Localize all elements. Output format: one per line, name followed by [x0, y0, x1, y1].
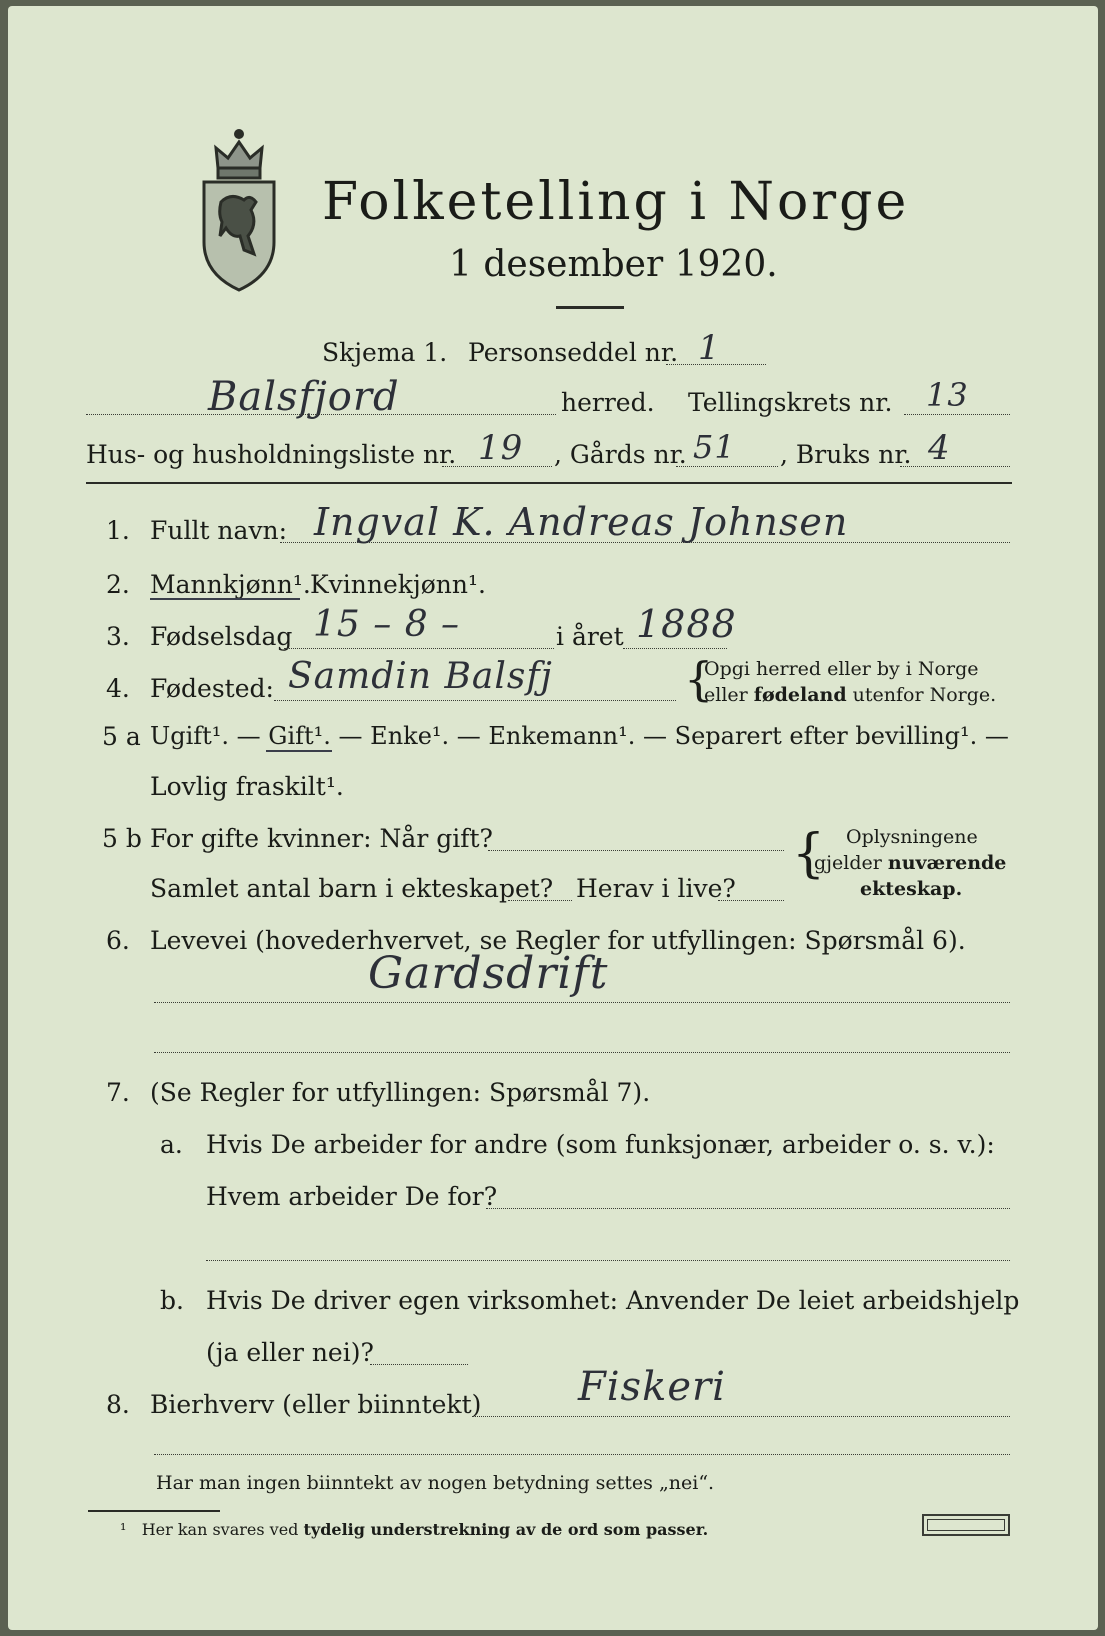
q5a-line-2[interactable]: Lovlig fraskilt¹.	[150, 772, 344, 801]
q5b-label-3: Herav i live?	[576, 874, 736, 903]
q2-female[interactable]: Kvinnekjønn¹.	[310, 570, 486, 599]
q2-male[interactable]: Mannkjønn¹.	[150, 570, 311, 599]
q5a-line-1[interactable]: Ugift¹. — Gift¹. — Enke¹. — Enkemann¹. — Separert efter bevilling¹. —	[150, 722, 1009, 750]
q7a-letter: a.	[160, 1130, 183, 1159]
q7a-line-2: Hvem arbeider De for?	[206, 1182, 498, 1211]
footnote: ¹ Her kan svares ved tydelig understrekning av de ord som passer.	[120, 1520, 709, 1539]
q4-number: 4.	[106, 674, 130, 703]
herred-label: herred.	[561, 388, 655, 417]
personseddel-label: Personseddel nr.	[468, 338, 679, 367]
q5b-note-2: gjelder nuværende	[814, 852, 1007, 874]
q7b-answer-line[interactable]	[370, 1364, 468, 1365]
gards-value[interactable]: 51	[693, 428, 736, 466]
q5b-brace: {	[792, 824, 826, 884]
q3-year-value[interactable]: 1888	[636, 602, 737, 646]
footnote-divider	[88, 1510, 220, 1512]
q4-note-1: Opgi herred eller by i Norge	[704, 658, 979, 680]
section-divider	[86, 482, 1012, 484]
q7b-line-1: Hvis De driver egen virksomhet: Anvender De leiet arbeidshjelp	[206, 1286, 1020, 1315]
q7b-letter: b.	[160, 1286, 184, 1315]
q6-value[interactable]: Gardsdrift	[368, 948, 609, 999]
bruks-value[interactable]: 4	[928, 428, 951, 468]
norway-coat-of-arms-icon	[196, 124, 282, 292]
gards-label: , Gårds nr.	[554, 440, 687, 469]
q3-number: 3.	[106, 622, 130, 651]
q2-number: 2.	[106, 570, 130, 599]
q3-year-label: i året	[556, 622, 624, 651]
q8-value[interactable]: Fiskeri	[578, 1364, 726, 1410]
census-date: 1 desember 1920.	[449, 244, 778, 285]
q5a-number: 5 a	[102, 722, 141, 751]
q7-number: 7.	[106, 1078, 130, 1107]
title-divider	[556, 306, 624, 309]
printer-stamp-icon	[922, 1514, 1010, 1536]
hus-label: Hus- og husholdningsliste nr.	[86, 440, 457, 469]
tellingskrets-label: Tellingskrets nr.	[688, 388, 893, 417]
q4-brace: {	[684, 652, 714, 706]
q5b-label-1: For gifte kvinner: Når gift?	[150, 824, 493, 853]
form-title: Folketelling i Norge	[322, 172, 910, 232]
q5b-label-2: Samlet antal barn i ekteskapet?	[150, 874, 554, 903]
q8-number: 8.	[106, 1390, 130, 1419]
q7-label: (Se Regler for utfyllingen: Spørsmål 7).	[150, 1078, 651, 1107]
q3-label: Fødselsdag	[150, 622, 293, 651]
q4-label: Fødested:	[150, 674, 274, 703]
tellingskrets-value[interactable]: 13	[926, 376, 969, 414]
census-form	[8, 6, 1098, 1630]
q5b-note-1: Oplysningene	[846, 826, 978, 848]
q4-value[interactable]: Samdin Balsfj	[288, 656, 553, 697]
q5a-gift-underline	[266, 750, 332, 752]
q1-number: 1.	[106, 516, 130, 545]
schema-label: Skjema 1.	[322, 338, 448, 367]
q2-male-underline	[150, 598, 300, 600]
q7a-answer-line[interactable]	[486, 1208, 1010, 1209]
q1-label: Fullt navn:	[150, 516, 288, 545]
footer-note: Har man ingen biinntekt av nogen betydning settes „nei“.	[156, 1472, 715, 1494]
q7a-line-1: Hvis De arbeider for andre (som funksjonær, arbeider o. s. v.):	[206, 1130, 995, 1159]
q1-value[interactable]: Ingval K. Andreas Johnsen	[314, 500, 849, 544]
q8-label: Bierhverv (eller biinntekt)	[150, 1390, 482, 1419]
q5b-number: 5 b	[102, 824, 142, 853]
q4-note-2: eller fødeland utenfor Norge.	[704, 684, 997, 706]
q6-number: 6.	[106, 926, 130, 955]
q3-value[interactable]: 15 – 8 –	[313, 604, 461, 645]
q6-label: Levevei (hovederhvervet, se Regler for utfyllingen: Spørsmål 6).	[150, 926, 966, 955]
hus-value[interactable]: 19	[478, 428, 524, 468]
personseddel-value[interactable]: 1	[698, 328, 721, 368]
bruks-label: , Bruks nr.	[780, 440, 912, 469]
q5b-note-3: ekteskap.	[860, 878, 963, 900]
q7b-line-2: (ja eller nei)?	[206, 1338, 374, 1367]
herred-value[interactable]: Balsfjord	[208, 374, 400, 420]
